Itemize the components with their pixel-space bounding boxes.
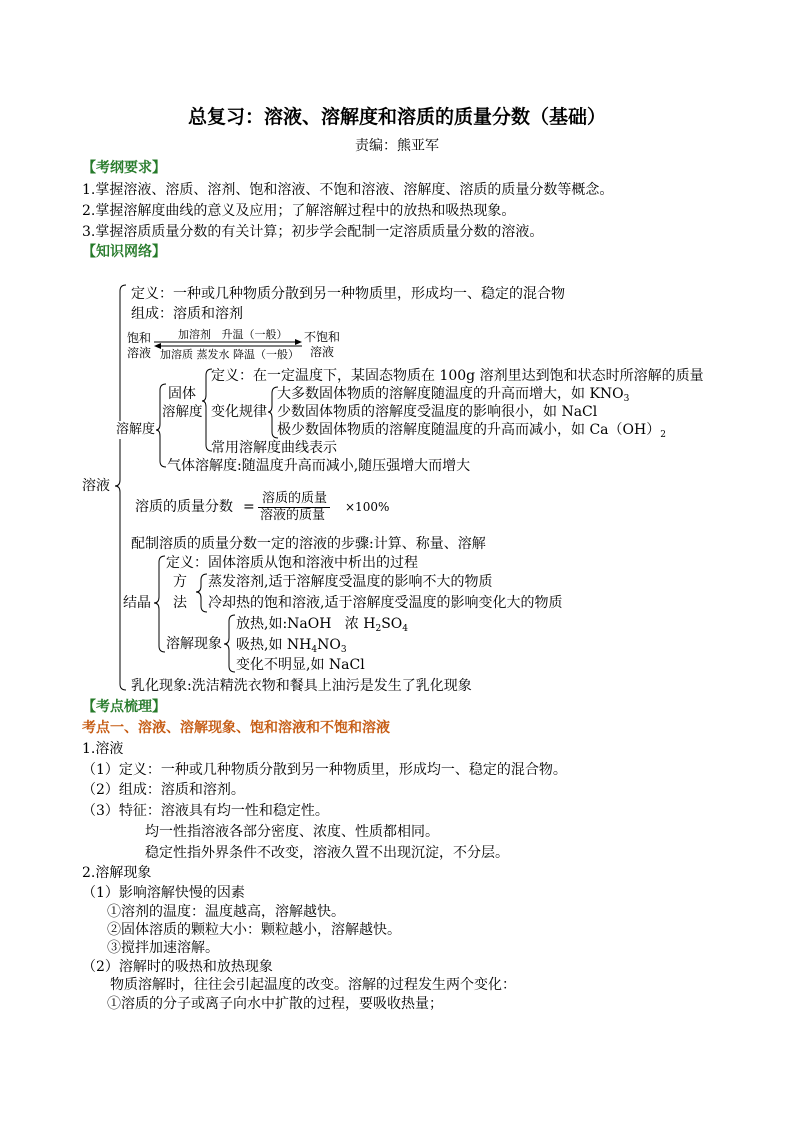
- dissolution-brace: [224, 615, 235, 672]
- main-brace: [115, 285, 126, 690]
- method-label: 方: [173, 574, 187, 590]
- solubility-curve-note: 常用溶解度曲线表示: [211, 440, 337, 456]
- factors-heading: （1）影响溶解快慢的因素: [82, 885, 245, 901]
- network-heading: 【知识网络】: [82, 244, 166, 260]
- subsection-heading: 1.溶液: [82, 741, 124, 757]
- gas-solubility: 气体溶解度:随温度升高而减小,随压强增大而增大: [167, 458, 471, 474]
- heat-line: ①溶质的分子或离子向水中扩散的过程，要吸收热量；: [107, 996, 443, 1012]
- times-100-percent: ×100%: [345, 500, 390, 514]
- preparation-steps: 配制溶质的质量分数一定的溶液的步骤:计算、称量、溶解: [131, 536, 486, 552]
- factor-item: ②固体溶质的颗粒大小：颗粒越小，溶解越快。: [107, 922, 401, 938]
- factor-item: ③搅拌加速溶解。: [107, 940, 219, 956]
- no-change-example: 变化不明显,如 NaCl: [236, 657, 365, 673]
- mass-fraction-label: 溶质的质量分数: [135, 499, 233, 515]
- rule-label: 变化规律: [211, 404, 267, 420]
- method-brace: [196, 574, 207, 612]
- dissolution-label: 溶解现象: [166, 636, 222, 652]
- crystallization-label: 结晶: [123, 595, 151, 611]
- solid-solubility-label: 溶解度: [162, 404, 203, 420]
- solution-note: 稳定性指外界条件不改变，溶液久置不出现沉淀，不分层。: [145, 845, 509, 861]
- crystallization-brace: [154, 556, 165, 652]
- solubility-rule: 极少数固体物质的溶解度随温度的升高而减小，如 $Ca(OH)_2$: [277, 422, 666, 440]
- heat-heading: （2）溶解时的吸热和放热现象: [82, 959, 273, 975]
- saturated-label: 溶液: [127, 346, 152, 360]
- solubility-label: 溶解度: [116, 422, 156, 437]
- unsaturated-label: 不饱和: [304, 330, 341, 344]
- page-title: 总复习：溶液、溶解度和溶质的质量分数（基础）: [187, 106, 606, 128]
- equals-sign: =: [243, 499, 255, 515]
- cooling-method: 冷却热的饱和溶液,适于溶解度受温度的影响变化大的物质: [208, 595, 563, 611]
- syllabus-item: 1.掌握溶液、溶质、溶剂、饱和溶液、不饱和溶液、溶解度、溶质的质量分数等概念。: [82, 182, 614, 198]
- solubility-rule: 大多数固体物质的溶解度随温度的升高而增大，如 $KNO_3$: [277, 386, 630, 404]
- solution-note: 均一性指溶液各部分密度、浓度、性质都相同。: [145, 824, 439, 840]
- method-label: 法: [173, 595, 187, 611]
- syllabus-item: 3.掌握溶质质量分数的有关计算；初步学会配制一定溶质质量分数的溶液。: [82, 224, 544, 240]
- factor-item: ①溶剂的温度：温度越高，溶解越快。: [107, 904, 345, 920]
- topic-heading: 考点一、溶液、溶解现象、饱和溶液和不饱和溶液: [82, 720, 390, 736]
- exothermic-example: 放热,如:NaOH 浓 $H_2SO_4$: [236, 616, 409, 634]
- solution-point: （1）定义：一种或几种物质分散到另一种物质里，形成均一、稳定的混合物。: [82, 762, 567, 778]
- solubility-definition: 定义：在一定温度下，某固态物质在 100g 溶剂里达到饱和状态时所溶解的质量: [211, 368, 704, 384]
- network-root: 溶液: [82, 478, 110, 494]
- to-unsaturated-conditions: 加溶剂 升温（一般）: [178, 328, 288, 341]
- emulsification: 乳化现象:洗洁精洗衣物和餐具上油污是发生了乳化现象: [131, 678, 472, 694]
- solution-definition: 定义：一种或几种物质分散到另一种物质里，形成均一、稳定的混合物: [131, 286, 565, 302]
- solubility-rule: 少数固体物质的溶解度受温度的影响很小，如 NaCl: [277, 404, 598, 420]
- syllabus-item: 2.掌握溶解度曲线的意义及应用；了解溶解过程中的放热和吸热现象。: [82, 203, 516, 219]
- solution-composition: 组成：溶质和溶剂: [131, 306, 243, 322]
- endothermic-example: 吸热,如 $NH_4NO_3$: [236, 637, 347, 655]
- editor-credit: 责编：熊亚军: [355, 138, 439, 154]
- to-saturated-conditions: 加溶质 蒸发水 降温（一般）: [160, 348, 299, 361]
- crystallization-definition: 定义：固体溶质从饱和溶液中析出的过程: [166, 555, 418, 571]
- fraction-numerator: 溶质的质量: [262, 491, 328, 506]
- to-unsaturated-arrowhead: [295, 339, 302, 345]
- syllabus-heading: 【考纲要求】: [82, 160, 166, 176]
- heat-line: 物质溶解时，往往会引起温度的改变。溶解的过程发生两个变化：: [110, 977, 516, 993]
- saturated-label: 饱和: [127, 331, 152, 345]
- solution-point: （2）组成：溶质和溶剂。: [82, 782, 245, 798]
- solubility-brace: [156, 384, 166, 467]
- fraction-denominator: 溶液的质量: [260, 508, 326, 523]
- solid-solubility-label: 固体: [168, 386, 196, 402]
- solution-point: （3）特征：溶液具有均一性和稳定性。: [82, 803, 329, 819]
- review-heading: 【考点梳理】: [82, 699, 166, 715]
- unsaturated-label: 溶液: [310, 345, 335, 359]
- subsection-heading: 2.溶解现象: [82, 865, 152, 881]
- evaporation-method: 蒸发溶剂,适于溶解度受温度的影响不大的物质: [208, 574, 493, 590]
